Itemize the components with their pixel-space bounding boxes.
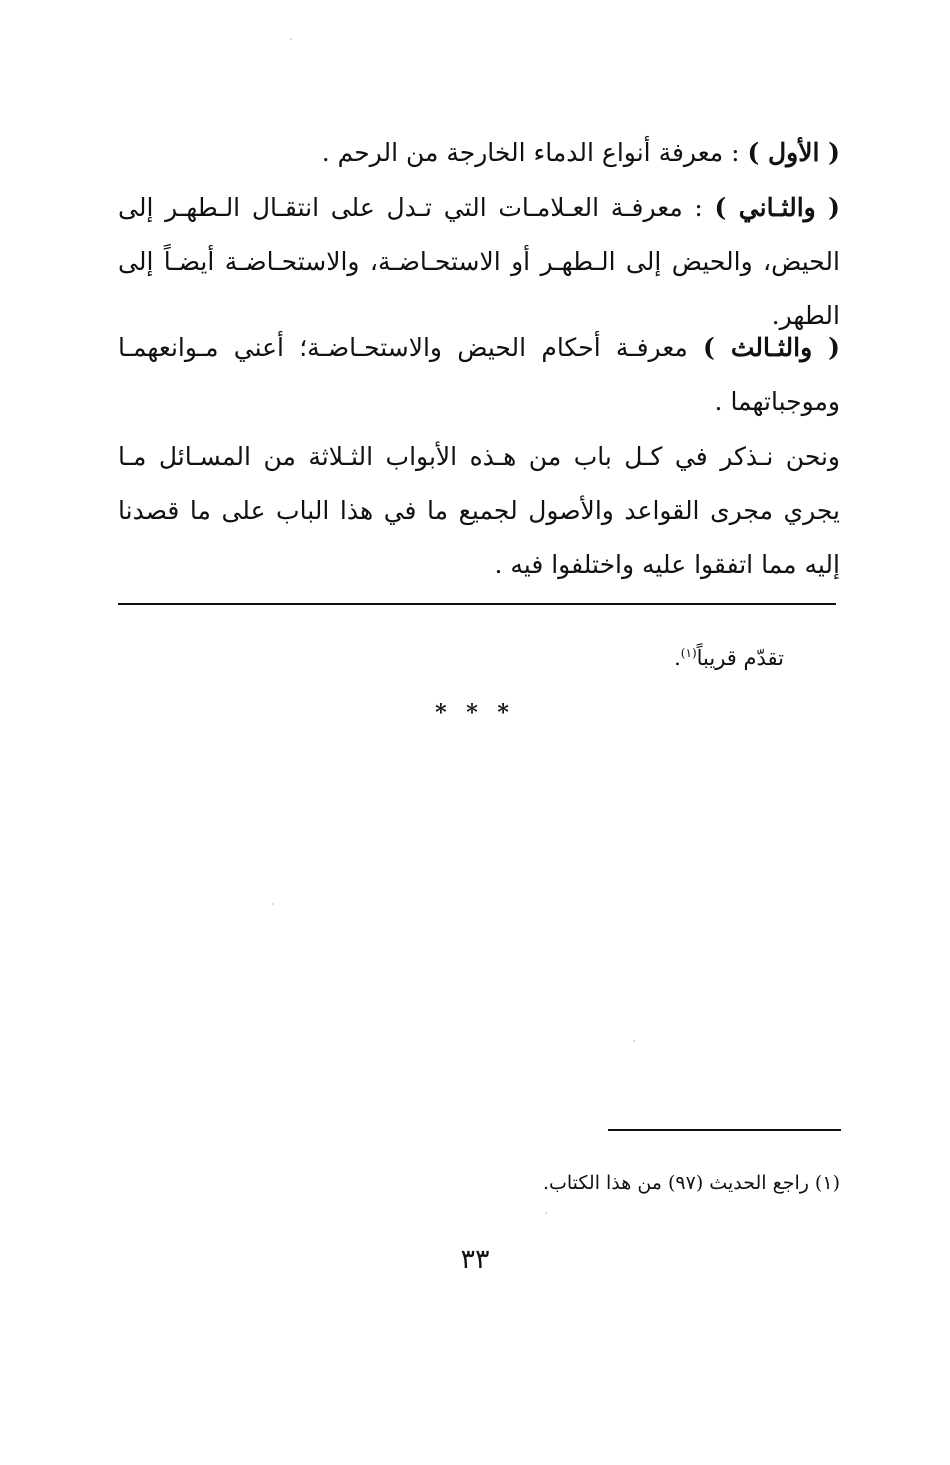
scan-speck [633,1040,635,1042]
label-first: ( الأول ) [747,138,840,167]
footnote: (١) راجع الحديث (٩٧) من هذا الكتاب. [542,1172,840,1194]
footnote-ref-marker: (١) [680,646,697,660]
scan-speck [290,38,292,40]
paragraph-third-text: معرفـة أحكام الحيض والاستحـاضـة؛ أعني مـوانعهمـا وموجباتهما . [118,333,840,416]
inline-note-end: . [674,646,681,670]
label-second: ( والثـاني ) [714,193,841,222]
paragraph-first-text: : معرفة أنواع الدماء الخارجة من الرحم . [321,138,748,167]
paragraph-third [118,321,840,429]
paragraph-closing [118,430,840,592]
page-number: ٣٣ [460,1244,490,1275]
paragraph-closing-text: ونحن نـذكر في كـل باب من هـذه الأبواب الثـلاثة من المسـائل مـا يجري مجرى القواعد والأصول لجميع ما في هذا الباب على ما قصدنا إليه مما اتفقوا عليه واختلفوا فيه . [118,442,840,579]
paragraph-second [118,181,840,343]
separator-stars: * * * [435,700,515,726]
inline-note [674,637,784,674]
scan-speck [545,1212,547,1214]
paragraph-second-text: : معرفـة العـلامـات التي تـدل على انتقـال الـطهـر إلى الحيض، والحيض إلى الـطهـر أو الاستحـاضـة، والاستحـاضـة أيضـاً إلى الطهر. [118,193,840,330]
section-divider [118,603,836,605]
footnote-divider [608,1129,841,1131]
scan-speck [272,903,274,905]
label-third: ( والثـالث ) [703,333,840,362]
inline-note-text: تقدّم قريباً [696,646,784,670]
paragraph-first [118,126,840,180]
